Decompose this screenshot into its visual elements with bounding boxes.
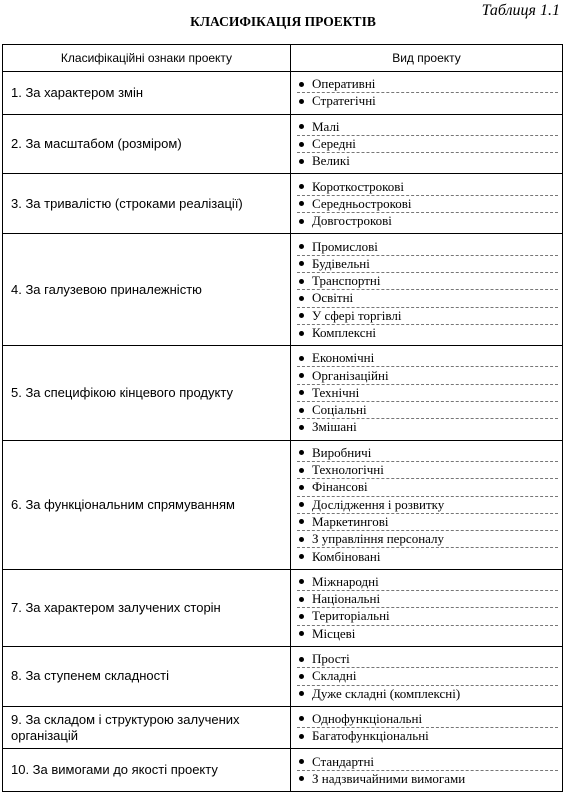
kinds-list xyxy=(297,651,558,702)
kind-label: Дослідження і розвитку xyxy=(312,496,445,512)
kinds-cell xyxy=(291,234,563,346)
kind-label: Економічні xyxy=(312,350,375,366)
list-item xyxy=(297,350,558,367)
kind-label: Маркетингові xyxy=(312,513,389,529)
kind-label: Промислові xyxy=(312,238,378,254)
bullet-icon xyxy=(299,261,304,266)
kinds-list xyxy=(297,119,558,170)
feature-cell: 10. За вимогами до якості проекту xyxy=(3,749,291,792)
bullet-icon xyxy=(299,485,304,490)
kind-label: Багатофункціональні xyxy=(312,728,429,744)
list-item xyxy=(297,367,558,384)
list-item xyxy=(297,497,558,514)
table-row xyxy=(3,749,563,792)
bullet-icon xyxy=(299,356,304,361)
list-item xyxy=(297,771,558,787)
kind-label: Прості xyxy=(312,651,350,667)
kinds-list xyxy=(297,76,558,110)
kind-label: З управління персоналу xyxy=(312,531,445,547)
table-row xyxy=(3,646,563,706)
bullet-icon xyxy=(299,373,304,378)
bullet-icon xyxy=(299,554,304,559)
feature-cell: 1. За характером змін xyxy=(3,72,291,115)
bullet-icon xyxy=(299,734,304,739)
kinds-cell xyxy=(291,569,563,646)
table-row xyxy=(3,114,563,174)
list-item xyxy=(297,273,558,290)
bullet-icon xyxy=(299,184,304,189)
kind-label: Будівельні xyxy=(312,255,370,271)
bullet-icon xyxy=(299,142,304,147)
kind-label: Освітні xyxy=(312,290,354,306)
kind-label: Транспортні xyxy=(312,273,381,289)
list-item xyxy=(297,514,558,531)
bullet-icon xyxy=(299,450,304,455)
kind-label: Однофункціональні xyxy=(312,710,423,726)
kind-label: Організаційні xyxy=(312,367,389,383)
kind-label: Оперативні xyxy=(312,76,376,92)
list-item xyxy=(297,325,558,341)
kind-label: Соціальні xyxy=(312,402,367,418)
bullet-icon xyxy=(299,279,304,284)
kind-label: Територіальні xyxy=(312,608,390,624)
bullet-icon xyxy=(299,124,304,129)
list-item xyxy=(297,119,558,136)
kinds-cell xyxy=(291,114,563,174)
list-item xyxy=(297,385,558,402)
list-item xyxy=(297,308,558,325)
list-item xyxy=(297,574,558,591)
list-item xyxy=(297,238,558,255)
list-item xyxy=(297,76,558,93)
bullet-icon xyxy=(299,468,304,473)
bullet-icon xyxy=(299,425,304,430)
bullet-icon xyxy=(299,691,304,696)
kind-label: Місцеві xyxy=(312,625,356,641)
bullet-icon xyxy=(299,579,304,584)
list-item xyxy=(297,608,558,625)
kind-label: Міжнародні xyxy=(312,573,379,589)
kinds-list xyxy=(297,350,558,435)
kind-label: З надзвичайними вимогами xyxy=(312,770,466,786)
kind-label: Середньострокові xyxy=(312,195,412,211)
header-kinds: Вид проекту xyxy=(291,45,563,72)
bullet-icon xyxy=(299,759,304,764)
feature-cell: 7. За характером залучених сторін xyxy=(3,569,291,646)
table-row xyxy=(3,174,563,234)
kinds-cell xyxy=(291,72,563,115)
list-item xyxy=(297,256,558,273)
list-item xyxy=(297,531,558,548)
kind-label: Виробничі xyxy=(312,444,372,460)
table-row xyxy=(3,234,563,346)
list-item xyxy=(297,548,558,564)
list-item xyxy=(297,462,558,479)
list-item xyxy=(297,651,558,668)
feature-cell: 2. За масштабом (розміром) xyxy=(3,114,291,174)
classification-table xyxy=(2,44,563,792)
kinds-cell xyxy=(291,749,563,792)
bullet-icon xyxy=(299,159,304,164)
list-item xyxy=(297,93,558,109)
kinds-list xyxy=(297,574,558,642)
bullet-icon xyxy=(299,657,304,662)
kind-label: Національні xyxy=(312,591,381,607)
kind-label: Змішані xyxy=(312,419,357,435)
bullet-icon xyxy=(299,631,304,636)
kind-label: У сфері торгівлі xyxy=(312,307,402,323)
header-features: Класифікаційні ознаки проекту xyxy=(3,45,291,72)
list-item xyxy=(297,668,558,685)
list-item xyxy=(297,290,558,307)
feature-cell: 5. За специфікою кінцевого продукту xyxy=(3,346,291,440)
kind-label: Короткострокові xyxy=(312,178,405,194)
table-row xyxy=(3,569,563,646)
feature-cell: 6. За функціональним спрямуванням xyxy=(3,440,291,569)
table-caption: Таблиця 1.1 xyxy=(481,2,560,19)
kinds-cell xyxy=(291,646,563,706)
kind-label: Великі xyxy=(312,153,350,169)
kind-label: Стратегічні xyxy=(312,93,376,109)
kind-label: Довгострокові xyxy=(312,213,392,229)
kinds-cell xyxy=(291,706,563,749)
bullet-icon xyxy=(299,519,304,524)
list-item xyxy=(297,178,558,195)
table-row xyxy=(3,72,563,115)
list-item xyxy=(297,711,558,728)
bullet-icon xyxy=(299,408,304,413)
list-item xyxy=(297,445,558,462)
list-item xyxy=(297,213,558,229)
kind-label: Фінансові xyxy=(312,479,368,495)
list-item xyxy=(297,196,558,213)
list-item xyxy=(297,479,558,496)
kind-label: Дуже складні (комплексні) xyxy=(312,685,461,701)
table-row xyxy=(3,346,563,440)
kind-label: Технічні xyxy=(312,384,360,400)
feature-cell: 4. За галузевою приналежністю xyxy=(3,234,291,346)
list-item xyxy=(297,402,558,419)
list-item xyxy=(297,419,558,435)
bullet-icon xyxy=(299,502,304,507)
kind-label: Комбіновані xyxy=(312,548,381,564)
list-item xyxy=(297,686,558,702)
bullet-icon xyxy=(299,99,304,104)
bullet-icon xyxy=(299,313,304,318)
table-title: КЛАСИФІКАЦІЯ ПРОЕКТІВ xyxy=(190,14,376,29)
table-row xyxy=(3,706,563,749)
kind-label: Складні xyxy=(312,668,357,684)
bullet-icon xyxy=(299,201,304,206)
kinds-cell xyxy=(291,346,563,440)
bullet-icon xyxy=(299,296,304,301)
kind-label: Середні xyxy=(312,136,356,152)
feature-cell: 3. За тривалістю (строками реалізації) xyxy=(3,174,291,234)
kinds-cell xyxy=(291,440,563,569)
table-header-row xyxy=(3,45,563,72)
list-item xyxy=(297,753,558,770)
list-item xyxy=(297,591,558,608)
feature-cell: 9. За складом і структурою залучених організацій xyxy=(3,706,291,749)
table-row xyxy=(3,440,563,569)
list-item xyxy=(297,728,558,744)
bullet-icon xyxy=(299,390,304,395)
bullet-icon xyxy=(299,244,304,249)
bullet-icon xyxy=(299,331,304,336)
kind-label: Стандартні xyxy=(312,753,375,769)
bullet-icon xyxy=(299,674,304,679)
kind-label: Комплексні xyxy=(312,325,377,340)
bullet-icon xyxy=(299,614,304,619)
kind-label: Технологічні xyxy=(312,462,384,478)
kind-label: Малі xyxy=(312,118,340,134)
kinds-list xyxy=(297,711,558,745)
bullet-icon xyxy=(299,219,304,224)
list-item xyxy=(297,153,558,169)
bullet-icon xyxy=(299,716,304,721)
feature-cell: 8. За ступенем складності xyxy=(3,646,291,706)
bullet-icon xyxy=(299,82,304,87)
kinds-list xyxy=(297,238,558,341)
kinds-cell xyxy=(291,174,563,234)
kinds-list xyxy=(297,445,558,565)
bullet-icon xyxy=(299,776,304,781)
bullet-icon xyxy=(299,597,304,602)
bullet-icon xyxy=(299,537,304,542)
kinds-list xyxy=(297,178,558,229)
list-item xyxy=(297,626,558,642)
list-item xyxy=(297,136,558,153)
